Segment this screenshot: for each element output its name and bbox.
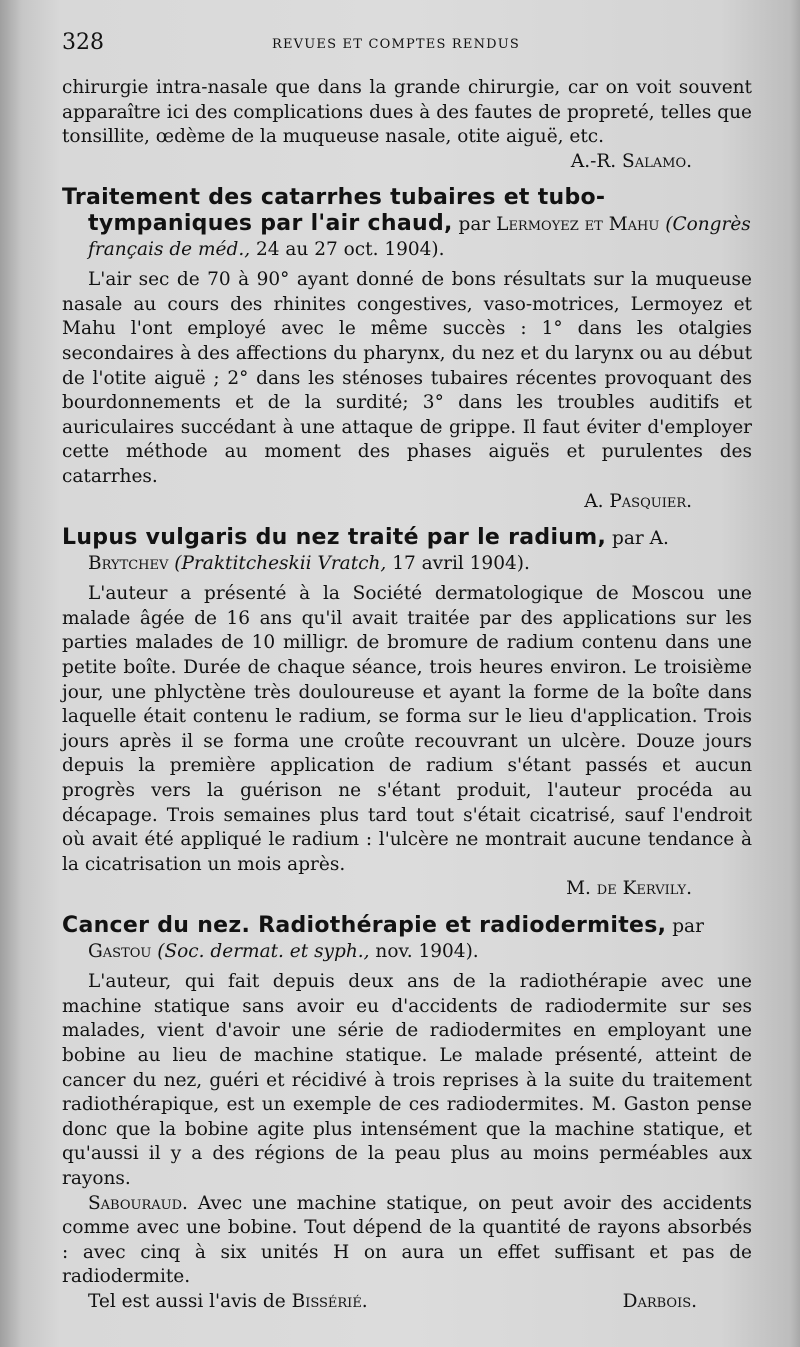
article-3-closing: [62, 1290, 752, 1315]
page-content: [62, 76, 752, 1315]
article-1-title: Traitement des catarrhes tubaires et tubo-tympaniques par l'air chaud,: [62, 185, 606, 236]
article-3: [62, 914, 752, 1315]
article-2: [62, 526, 752, 902]
article-1-source: (Congrès français de méd.,: [88, 213, 751, 260]
page-number: 328: [62, 30, 104, 55]
intro-paragraph: chirurgie intra-nasale que dans la grande chirurgie, car on voit souvent apparaître ici des complications dues à des fautes de propreté, telles que tonsillite, œdème de la muqueuse nasale, otite aiguë, etc.: [62, 77, 752, 148]
article-1-heading: [62, 186, 752, 262]
article-3-date: nov. 1904).: [375, 940, 479, 962]
article-3-body: L'auteur, qui fait depuis deux ans de la radiothérapie avec une machine statique sans avoir eu d'accidents de radiodermite sur ses malades, vient d'avoir une série de radiodermites en employant une bobine au lieu de machine statique. Le malade présenté, atteint de cancer du nez, guéri et récidivé à trois reprises à la suite du traitement radiothérapique, est un exemple de ces radiodermites. M. Gaston pense donc que la bobine agite plus intensément que la machine statique, et qu'aussi il y a des régions de la peau plus au moins perméables aux rayons.: [62, 971, 752, 1189]
article-1-date: 24 au 27 oct. 1904).: [255, 238, 445, 260]
article-3-title: Cancer du nez. Radiothérapie et radiodermites,: [62, 913, 667, 938]
article-1-signature: A. Pasquier.: [584, 490, 692, 512]
article-1-authors: Lermoyez et Mahu: [496, 213, 660, 235]
page-header: [62, 30, 752, 60]
article-2-title: Lupus vulgaris du nez traité par le radium,: [62, 525, 607, 551]
article-3-by: par: [672, 916, 704, 937]
intro-signature: A.-R. Salamo.: [570, 150, 692, 172]
article-1-body: L'air sec de 70 à 90° ayant donné de bons résultats sur la muqueuse nasale au cours des rhinites congestives, vaso-motrices, Lermoyez et Mahu l'ont employé avec le même succès : 1° dans les otalgies secondaires à des affections du pharynx, du nez et du larynx ou au début de l'otite aiguë ; 2° dans les sténoses tubaires récentes provoquant des bourdonnements et de la surdité; 3° dans les troubles auditifs et auriculaires succédant à une attaque de grippe. Il faut éviter d'employer cette méthode au moment des phases aiguës et purulentes des catarrhes.: [62, 269, 752, 487]
article-3-heading: [62, 914, 752, 964]
article-2-source: (Praktitcheskii Vratch,: [174, 552, 387, 574]
running-head: REVUES ET COMPTES RENDUS: [272, 37, 521, 52]
article-3-closing-name: Bissérié.: [291, 1290, 368, 1312]
article-2-authors: A. Brytchev: [88, 528, 669, 574]
article-3-discussion: [62, 1192, 752, 1290]
article-2-heading: [62, 526, 752, 576]
article-2-date: 17 avril 1904).: [392, 552, 530, 574]
article-3-discussion-text: Avec une machine statique, on peut avoir des accidents comme avec une bobine. Tout dépend de la quantité de rayons absorbés : avec cinq à six unités H on aura un effet suffisant et pas de radiodermite.: [62, 1192, 752, 1288]
article-3-closing-line: [62, 1290, 423, 1315]
article-1: [62, 186, 752, 514]
article-2-by: par: [612, 528, 644, 550]
article-2-body: L'auteur a présenté à la Société dermatologique de Moscou une malade âgée de 16 ans qu'il avait traitée par des applications sur les parties malades de 10 milligr. de bromure de radium contenu dans une petite boîte. Durée de chaque séance, trois heures environ. Le troisième jour, une phlyctène très douloureuse et ayant la forme de la boîte dans laquelle était contenu le radium, se forma sur le lieu d'application. Trois jours après il se forma une croûte recouvrant un ulcère. Douze jours depuis la première application de radium s'étant passés et aucun progrès vers la guérison ne s'étant produit, l'auteur procéda au décapage. Trois semaines plus tard tout s'était cicatrisé, sauf l'endroit où avait été appliqué le radium : l'ulcère ne montrait aucune tendance à la cicatrisation un mois après.: [62, 583, 752, 875]
article-3-source: (Soc. dermat. et syph.,: [157, 940, 370, 962]
article-3-discussion-name: Sabouraud.: [88, 1192, 188, 1214]
article-1-by: par: [458, 213, 491, 235]
article-3-closing-text: Tel est aussi l'avis de: [88, 1290, 286, 1312]
article-2-signature: M. de Kervily.: [566, 878, 692, 900]
article-3-authors: Gastou: [88, 940, 152, 962]
article-3-signature: Darbois.: [622, 1290, 697, 1312]
